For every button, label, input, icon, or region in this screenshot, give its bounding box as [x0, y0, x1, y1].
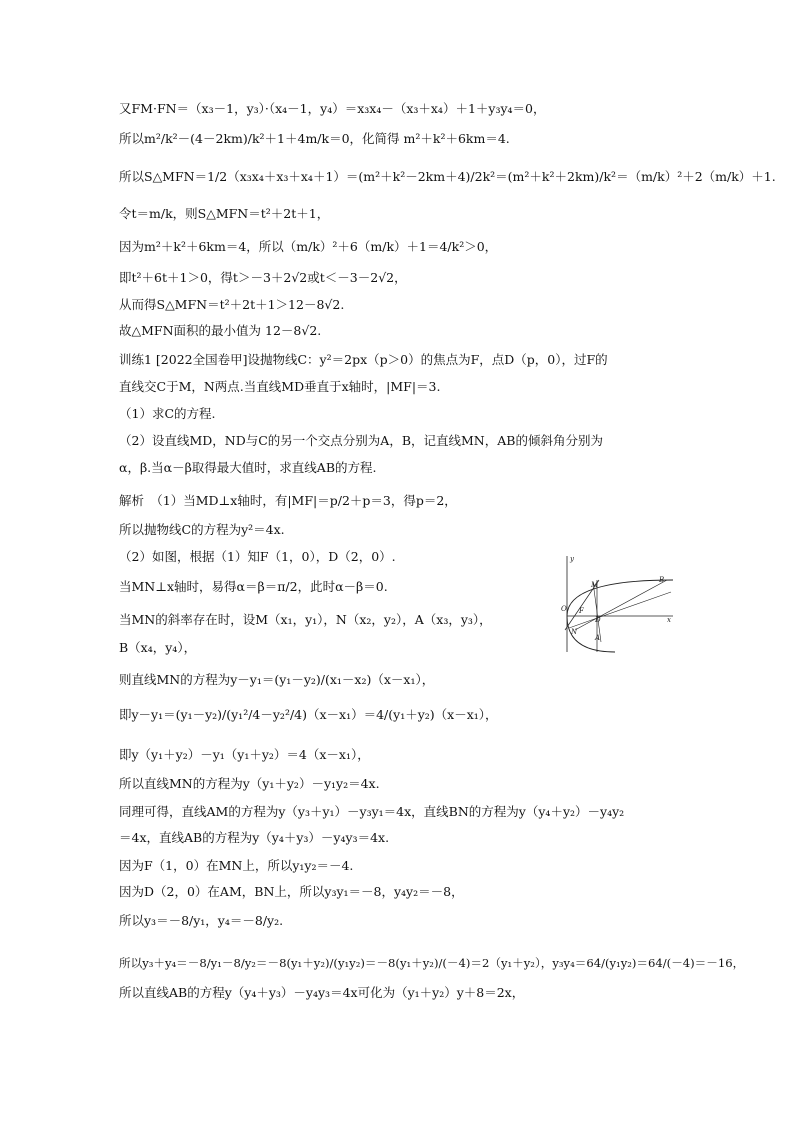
text-line: 所以抛物线C的方程为y²＝4x.: [119, 522, 285, 537]
text-line: 从而得S△MFN＝t²＋2t＋1＞12－8√2.: [119, 297, 345, 312]
text-line: 因为F（1，0）在MN上，所以y₁y₂＝－4.: [119, 858, 354, 873]
point-d-label: D: [595, 616, 601, 624]
text-line: 所以m²/k²－(4－2km)/k²＋1＋4m/k＝0，化简得 m²＋k²＋6km＝4.: [119, 131, 510, 146]
text-line: 即y（y₁＋y₂）－y₁（y₁＋y₂）＝4（x－x₁），: [119, 747, 370, 762]
text-line: 直线交C于M，N两点.当直线MD垂直于x轴时，|MF|＝3.: [119, 379, 441, 394]
text-line: （2）如图，根据（1）知F（1，0），D（2，0）.: [119, 549, 396, 564]
text-line: 又FM·FN＝（x₃－1，y₃）·（x₄－1，y₄）＝x₃x₄－（x₃＋x₄）＋1＋y₃y₄＝0，: [119, 101, 546, 116]
text-line: 即t²＋6t＋1＞0，得t＞－3＋2√2或t＜－3－2√2，: [119, 270, 407, 285]
text-line: 所以直线AB的方程y（y₄＋y₃）－y₄y₃＝4x可化为（y₁＋y₂）y＋8＝2x，: [119, 985, 525, 1000]
point-f-label: F: [579, 607, 584, 615]
text-line: 所以直线MN的方程为y（y₁＋y₂）－y₁y₂＝4x.: [119, 776, 380, 791]
text-line: 令t＝m/k，则S△MFN＝t²＋2t＋1，: [119, 206, 330, 221]
solution-heading: 解析 （1）当MD⊥x轴时，有|MF|＝p/2＋p＝3，得p＝2，: [119, 493, 457, 508]
exercise-title: 训练1 [2022全国卷甲]设抛物线C：y²＝2px（p＞0）的焦点为F，点D（p，0），过F的: [119, 352, 608, 367]
text-line: （2）设直线MD，ND与C的另一个交点分别为A，B，记直线MN，AB的倾斜角分别为: [119, 433, 603, 448]
text-line: 则直线MN的方程为y－y₁＝(y₁－y₂)/(x₁－x₂)（x－x₁），: [119, 672, 435, 687]
point-m-label: M: [591, 581, 599, 589]
text-line: 所以y₃＋y₄＝－8/y₁－8/y₂＝－8(y₁＋y₂)/(y₁y₂)＝－8(y₁＋y₂)/(－4)＝2（y₁＋y₂），y₃y₄＝64/(y₁y₂)＝64/(－4)＝－16，: [119, 956, 745, 970]
x-axis-label: x: [667, 616, 671, 624]
text-line: B（x₄，y₄），: [119, 640, 197, 655]
line-nb: [569, 592, 671, 628]
point-n-label: N: [571, 628, 578, 636]
point-a-label: A: [595, 634, 601, 642]
text-line: 当MN⊥x轴时，易得α＝β＝π/2，此时α－β＝0.: [119, 579, 388, 594]
text-line: 所以y₃＝－8/y₁，y₄＝－8/y₂.: [119, 913, 284, 928]
text-line: 同理可得，直线AM的方程为y（y₃＋y₁）－y₃y₁＝4x，直线BN的方程为y（y₄＋y₂）－y₄y₂: [119, 804, 625, 819]
text-line: 所以S△MFN＝1/2（x₃x₄＋x₃＋x₄＋1）＝(m²＋k²－2km＋4)/2k²＝(m²＋k²＋2km)/k²＝（m/k）²＋2（m/k）＋1.: [119, 169, 776, 184]
text-line: 即y－y₁＝(y₁－y₂)/(y₁²/4－y₂²/4)（x－x₁）＝4/(y₁＋y₂)（x－x₁），: [119, 707, 498, 722]
text-line: 因为m²＋k²＋6km＝4，所以（m/k）²＋6（m/k）＋1＝4/k²＞0，: [119, 239, 498, 254]
text-line: 当MN的斜率存在时，设M（x₁，y₁），N（x₂，y₂），A（x₃，y₃），: [119, 612, 492, 627]
parabola-figure: [555, 552, 677, 654]
line-ab: [575, 580, 667, 630]
text-line: α，β.当α－β取得最大值时，求直线AB的方程.: [119, 460, 377, 475]
text-line: 故△MFN面积的最小值为 12－8√2.: [119, 323, 322, 338]
text-line: （1）求C的方程.: [119, 406, 216, 421]
origin-label: O: [561, 605, 567, 613]
y-axis-label: y: [570, 555, 574, 563]
point-b-label: B: [659, 576, 665, 584]
text-line: 因为D（2，0）在AM，BN上，所以y₃y₁＝－8，y₄y₂＝－8，: [119, 884, 464, 899]
text-line: ＝4x，直线AB的方程为y（y₄＋y₃）－y₄y₃＝4x.: [119, 830, 390, 845]
